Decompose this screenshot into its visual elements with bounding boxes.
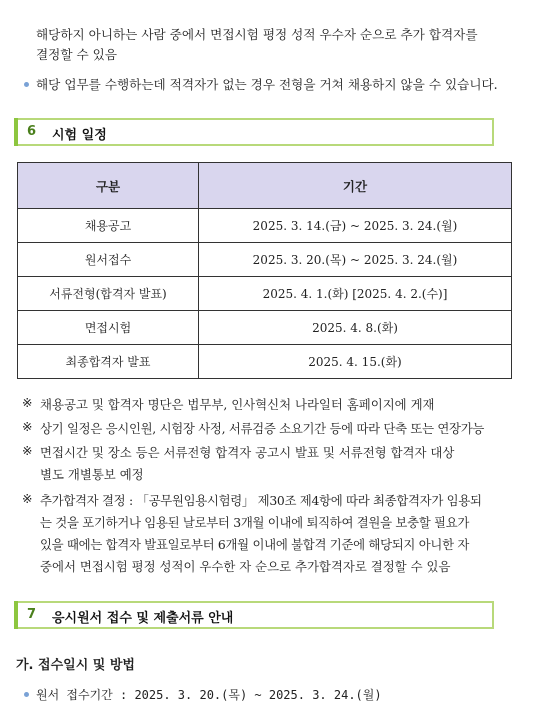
section-header-7 <box>14 601 494 629</box>
note-text: 면접시간 및 장소 등은 서류전형 합격자 공고시 발표 및 서류전형 합격자 대상 <box>40 445 455 460</box>
table-row <box>18 243 512 277</box>
note-mark: ※ <box>22 491 33 506</box>
section-accent-bar <box>14 118 18 146</box>
note-text: 중에서 면접시험 평정 성적이 우수한 자 순으로 추가합격자로 결정할 수 있음 <box>40 559 451 574</box>
table-row <box>18 209 512 243</box>
table-cell: 2025. 4. 8.(화) <box>199 311 512 345</box>
section-number: 7 <box>27 607 37 622</box>
bullet-dot-icon <box>24 692 29 697</box>
table-header-cell: 구분 <box>18 163 199 209</box>
table-row <box>18 277 512 311</box>
note-text: 는 것을 포기하거나 임용된 날로부터 3개월 이내에 퇴직하여 결원을 보충할 필요가 <box>40 515 470 530</box>
section-number: 6 <box>27 124 37 139</box>
note-text: 있을 때에는 합격자 발표일로부터 6개월 이내에 불합격 기준에 해당되지 아니한 자 <box>40 537 470 552</box>
paragraph-line: 해당하지 아니하는 사람 중에서 면접시험 평정 성적 우수자 순으로 추가 합격자를 <box>36 27 478 42</box>
subsection-title: 가. 접수일시 및 방법 <box>16 658 135 673</box>
paragraph-line: 결정할 수 있음 <box>36 47 117 62</box>
note-mark: ※ <box>22 443 33 458</box>
table-cell: 2025. 4. 15.(화) <box>199 345 512 379</box>
bullet-text: 해당 업무를 수행하는데 적격자가 없는 경우 전형을 거쳐 채용하지 않을 수 있습니다. <box>36 77 498 92</box>
table-cell: 채용공고 <box>18 209 199 243</box>
table-cell: 원서접수 <box>18 243 199 277</box>
table-cell: 2025. 3. 20.(목) ~ 2025. 3. 24.(월) <box>199 243 512 277</box>
bullet-text: 원서 접수기간 : 2025. 3. 20.(목) ~ 2025. 3. 24.(월) <box>36 688 382 702</box>
table-cell: 2025. 3. 14.(금) ~ 2025. 3. 24.(월) <box>199 209 512 243</box>
note-mark: ※ <box>22 419 33 434</box>
note-text: 채용공고 및 합격자 명단은 법무부, 인사혁신처 나라일터 홈페이지에 게재 <box>40 397 435 412</box>
note-text: 추가합격자 결정 : 「공무원임용시험령」 제30조 제4항에 따라 최종합격자가 임용되 <box>40 493 482 508</box>
section-title: 시험 일정 <box>52 128 107 143</box>
table-row <box>18 311 512 345</box>
table-cell: 서류전형(합격자 발표) <box>18 277 199 311</box>
section-accent-bar <box>14 601 18 629</box>
table-cell: 최종합격자 발표 <box>18 345 199 379</box>
table-cell: 2025. 4. 1.(화) [2025. 4. 2.(수)] <box>199 277 512 311</box>
bullet-dot-icon <box>24 82 29 87</box>
schedule-table <box>17 162 512 379</box>
table-header-row <box>18 163 512 209</box>
table-row <box>18 345 512 379</box>
note-mark: ※ <box>22 395 33 410</box>
section-title: 응시원서 접수 및 제출서류 안내 <box>52 611 234 626</box>
table-header-cell: 기간 <box>199 163 512 209</box>
note-text: 상기 일정은 응시인원, 시험장 사정, 서류검증 소요기간 등에 따라 단축 또는 연장가능 <box>40 421 485 436</box>
table-cell: 면접시험 <box>18 311 199 345</box>
section-header-6 <box>14 118 494 146</box>
note-text: 별도 개별통보 예정 <box>40 467 144 482</box>
